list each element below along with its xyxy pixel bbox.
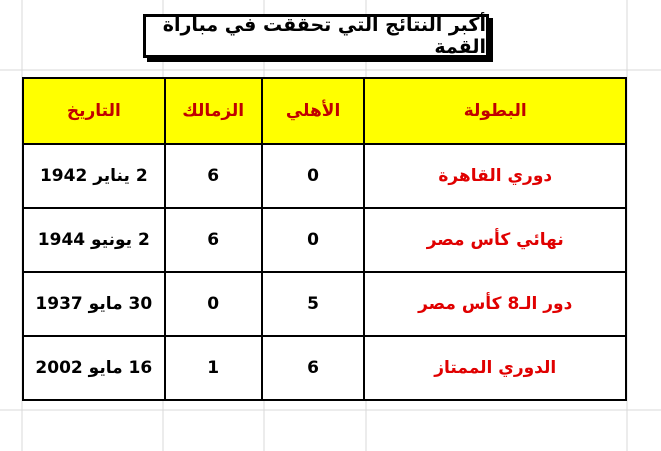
cell-zamalek-score: 6 <box>165 208 262 272</box>
cell-date: 30 مايو 1937 <box>23 272 165 336</box>
header-zamalek: الزمالك <box>165 78 262 144</box>
table-row <box>23 144 626 208</box>
table-row <box>23 272 626 336</box>
header-row <box>23 78 626 144</box>
cell-ahly-score: 0 <box>262 144 365 208</box>
page-title-text: أكبر النتائج التي تحققت في مباراة القمة <box>162 14 486 58</box>
table-row <box>23 336 626 400</box>
cell-zamalek-score: 0 <box>165 272 262 336</box>
table-row <box>23 208 626 272</box>
header-date: التاريخ <box>23 78 165 144</box>
cell-championship: نهائي كأس مصر <box>364 208 626 272</box>
results-table <box>22 77 627 401</box>
cell-ahly-score: 5 <box>262 272 365 336</box>
cell-date: 16 مايو 2002 <box>23 336 165 400</box>
page-title <box>143 14 489 58</box>
cell-zamalek-score: 1 <box>165 336 262 400</box>
cell-ahly-score: 0 <box>262 208 365 272</box>
header-championship: البطولة <box>364 78 626 144</box>
cell-championship: الدوري الممتاز <box>364 336 626 400</box>
cell-date: 2 يونيو 1944 <box>23 208 165 272</box>
cell-date: 2 يناير 1942 <box>23 144 165 208</box>
header-ahly: الأهلي <box>262 78 365 144</box>
cell-championship: دور الـ8 كأس مصر <box>364 272 626 336</box>
cell-zamalek-score: 6 <box>165 144 262 208</box>
cell-championship: دوري القاهرة <box>364 144 626 208</box>
cell-ahly-score: 6 <box>262 336 365 400</box>
